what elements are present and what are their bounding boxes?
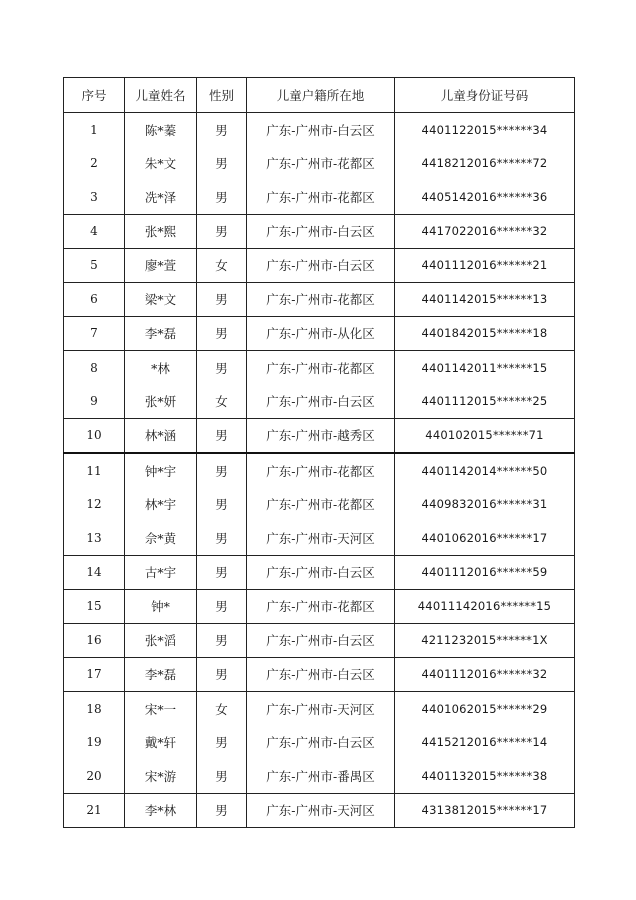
cell-gender: 男 <box>197 589 247 623</box>
cell-id: 440102015******71 <box>395 418 575 453</box>
cell-name: 陈*蓁 <box>125 113 197 147</box>
cell-id: 4401112016******59 <box>395 555 575 589</box>
cell-domicile: 广东-广州市-越秀区 <box>247 418 395 453</box>
cell-gender: 男 <box>197 657 247 691</box>
cell-no: 19 <box>64 725 125 759</box>
cell-domicile: 广东-广州市-白云区 <box>247 657 395 691</box>
table-row <box>64 384 575 418</box>
cell-gender: 男 <box>197 316 247 350</box>
cell-name: 张*滔 <box>125 623 197 657</box>
cell-domicile: 广东-广州市-花都区 <box>247 453 395 488</box>
table-row <box>64 282 575 316</box>
cell-id: 4401842015******18 <box>395 316 575 350</box>
header-no: 序号 <box>64 78 125 113</box>
table-row <box>64 691 575 725</box>
cell-name: 林*涵 <box>125 418 197 453</box>
cell-no: 8 <box>64 350 125 384</box>
table-row <box>64 589 575 623</box>
cell-id: 4401142015******13 <box>395 282 575 316</box>
cell-name: 张*妍 <box>125 384 197 418</box>
cell-name: 林*宇 <box>125 488 197 522</box>
cell-name: 朱*文 <box>125 147 197 181</box>
cell-no: 1 <box>64 113 125 147</box>
cell-domicile: 广东-广州市-花都区 <box>247 180 395 214</box>
cell-domicile: 广东-广州市-天河区 <box>247 521 395 555</box>
cell-gender: 男 <box>197 793 247 827</box>
table-row <box>64 147 575 181</box>
cell-no: 14 <box>64 555 125 589</box>
cell-id: 4401132015******38 <box>395 759 575 793</box>
cell-name: 戴*轩 <box>125 725 197 759</box>
cell-name: 钟* <box>125 589 197 623</box>
cell-gender: 男 <box>197 180 247 214</box>
cell-id: 4401062015******29 <box>395 691 575 725</box>
cell-domicile: 广东-广州市-白云区 <box>247 384 395 418</box>
cell-gender: 男 <box>197 488 247 522</box>
table-row <box>64 521 575 555</box>
table-row <box>64 453 575 488</box>
cell-id: 4401122015******34 <box>395 113 575 147</box>
cell-gender: 男 <box>197 147 247 181</box>
cell-gender: 男 <box>197 453 247 488</box>
cell-gender: 男 <box>197 418 247 453</box>
cell-no: 2 <box>64 147 125 181</box>
cell-no: 12 <box>64 488 125 522</box>
cell-domicile: 广东-广州市-天河区 <box>247 691 395 725</box>
cell-no: 13 <box>64 521 125 555</box>
cell-domicile: 广东-广州市-番禺区 <box>247 759 395 793</box>
table-row <box>64 418 575 453</box>
cell-name: *林 <box>125 350 197 384</box>
cell-no: 21 <box>64 793 125 827</box>
cell-no: 3 <box>64 180 125 214</box>
cell-id: 4417022016******32 <box>395 214 575 248</box>
table-row <box>64 214 575 248</box>
cell-id: 4401142011******15 <box>395 350 575 384</box>
cell-id: 4211232015******1X <box>395 623 575 657</box>
cell-no: 16 <box>64 623 125 657</box>
cell-domicile: 广东-广州市-白云区 <box>247 248 395 282</box>
cell-name: 宋*一 <box>125 691 197 725</box>
cell-id: 4418212016******72 <box>395 147 575 181</box>
cell-domicile: 广东-广州市-花都区 <box>247 147 395 181</box>
cell-domicile: 广东-广州市-白云区 <box>247 555 395 589</box>
cell-no: 11 <box>64 453 125 488</box>
cell-name: 钟*宇 <box>125 453 197 488</box>
cell-no: 9 <box>64 384 125 418</box>
cell-gender: 男 <box>197 350 247 384</box>
cell-name: 佘*黄 <box>125 521 197 555</box>
header-domicile: 儿童户籍所在地 <box>247 78 395 113</box>
cell-id: 4401112016******21 <box>395 248 575 282</box>
cell-gender: 男 <box>197 555 247 589</box>
cell-name: 冼*泽 <box>125 180 197 214</box>
table-row <box>64 657 575 691</box>
cell-no: 7 <box>64 316 125 350</box>
table-row <box>64 316 575 350</box>
table-row <box>64 488 575 522</box>
cell-domicile: 广东-广州市-白云区 <box>247 113 395 147</box>
cell-domicile: 广东-广州市-花都区 <box>247 488 395 522</box>
cell-gender: 男 <box>197 521 247 555</box>
table-row <box>64 555 575 589</box>
cell-id: 4401062016******17 <box>395 521 575 555</box>
cell-gender: 男 <box>197 113 247 147</box>
cell-name: 古*宇 <box>125 555 197 589</box>
cell-name: 梁*文 <box>125 282 197 316</box>
cell-name: 廖*萱 <box>125 248 197 282</box>
header-name: 儿童姓名 <box>125 78 197 113</box>
table-row <box>64 725 575 759</box>
cell-domicile: 广东-广州市-白云区 <box>247 725 395 759</box>
cell-name: 李*林 <box>125 793 197 827</box>
cell-no: 6 <box>64 282 125 316</box>
header-gender: 性别 <box>197 78 247 113</box>
cell-domicile: 广东-广州市-从化区 <box>247 316 395 350</box>
table-row <box>64 248 575 282</box>
cell-id: 4401112015******25 <box>395 384 575 418</box>
children-roster-table <box>63 77 575 828</box>
cell-domicile: 广东-广州市-花都区 <box>247 282 395 316</box>
cell-gender: 男 <box>197 725 247 759</box>
cell-gender: 女 <box>197 248 247 282</box>
cell-gender: 男 <box>197 282 247 316</box>
cell-gender: 男 <box>197 759 247 793</box>
cell-id: 44011142016******15 <box>395 589 575 623</box>
cell-domicile: 广东-广州市-白云区 <box>247 623 395 657</box>
cell-id: 4415212016******14 <box>395 725 575 759</box>
cell-id: 4405142016******36 <box>395 180 575 214</box>
cell-name: 李*磊 <box>125 657 197 691</box>
cell-gender: 男 <box>197 623 247 657</box>
table-row <box>64 623 575 657</box>
table-row <box>64 180 575 214</box>
cell-name: 李*磊 <box>125 316 197 350</box>
cell-id: 4401112016******32 <box>395 657 575 691</box>
header-id-number: 儿童身份证号码 <box>395 78 575 113</box>
cell-no: 5 <box>64 248 125 282</box>
table-body <box>64 113 575 828</box>
cell-domicile: 广东-广州市-白云区 <box>247 214 395 248</box>
cell-no: 4 <box>64 214 125 248</box>
table-header-row <box>64 78 575 113</box>
cell-name: 宋*游 <box>125 759 197 793</box>
cell-domicile: 广东-广州市-花都区 <box>247 589 395 623</box>
cell-no: 20 <box>64 759 125 793</box>
cell-gender: 女 <box>197 384 247 418</box>
cell-no: 15 <box>64 589 125 623</box>
cell-id: 4401142014******50 <box>395 453 575 488</box>
table-row <box>64 759 575 793</box>
cell-no: 18 <box>64 691 125 725</box>
cell-domicile: 广东-广州市-天河区 <box>247 793 395 827</box>
table-row <box>64 113 575 147</box>
cell-gender: 女 <box>197 691 247 725</box>
table-row <box>64 793 575 827</box>
table-row <box>64 350 575 384</box>
cell-no: 10 <box>64 418 125 453</box>
cell-domicile: 广东-广州市-花都区 <box>247 350 395 384</box>
cell-id: 4409832016******31 <box>395 488 575 522</box>
cell-no: 17 <box>64 657 125 691</box>
cell-id: 4313812015******17 <box>395 793 575 827</box>
cell-gender: 男 <box>197 214 247 248</box>
cell-name: 张*熙 <box>125 214 197 248</box>
